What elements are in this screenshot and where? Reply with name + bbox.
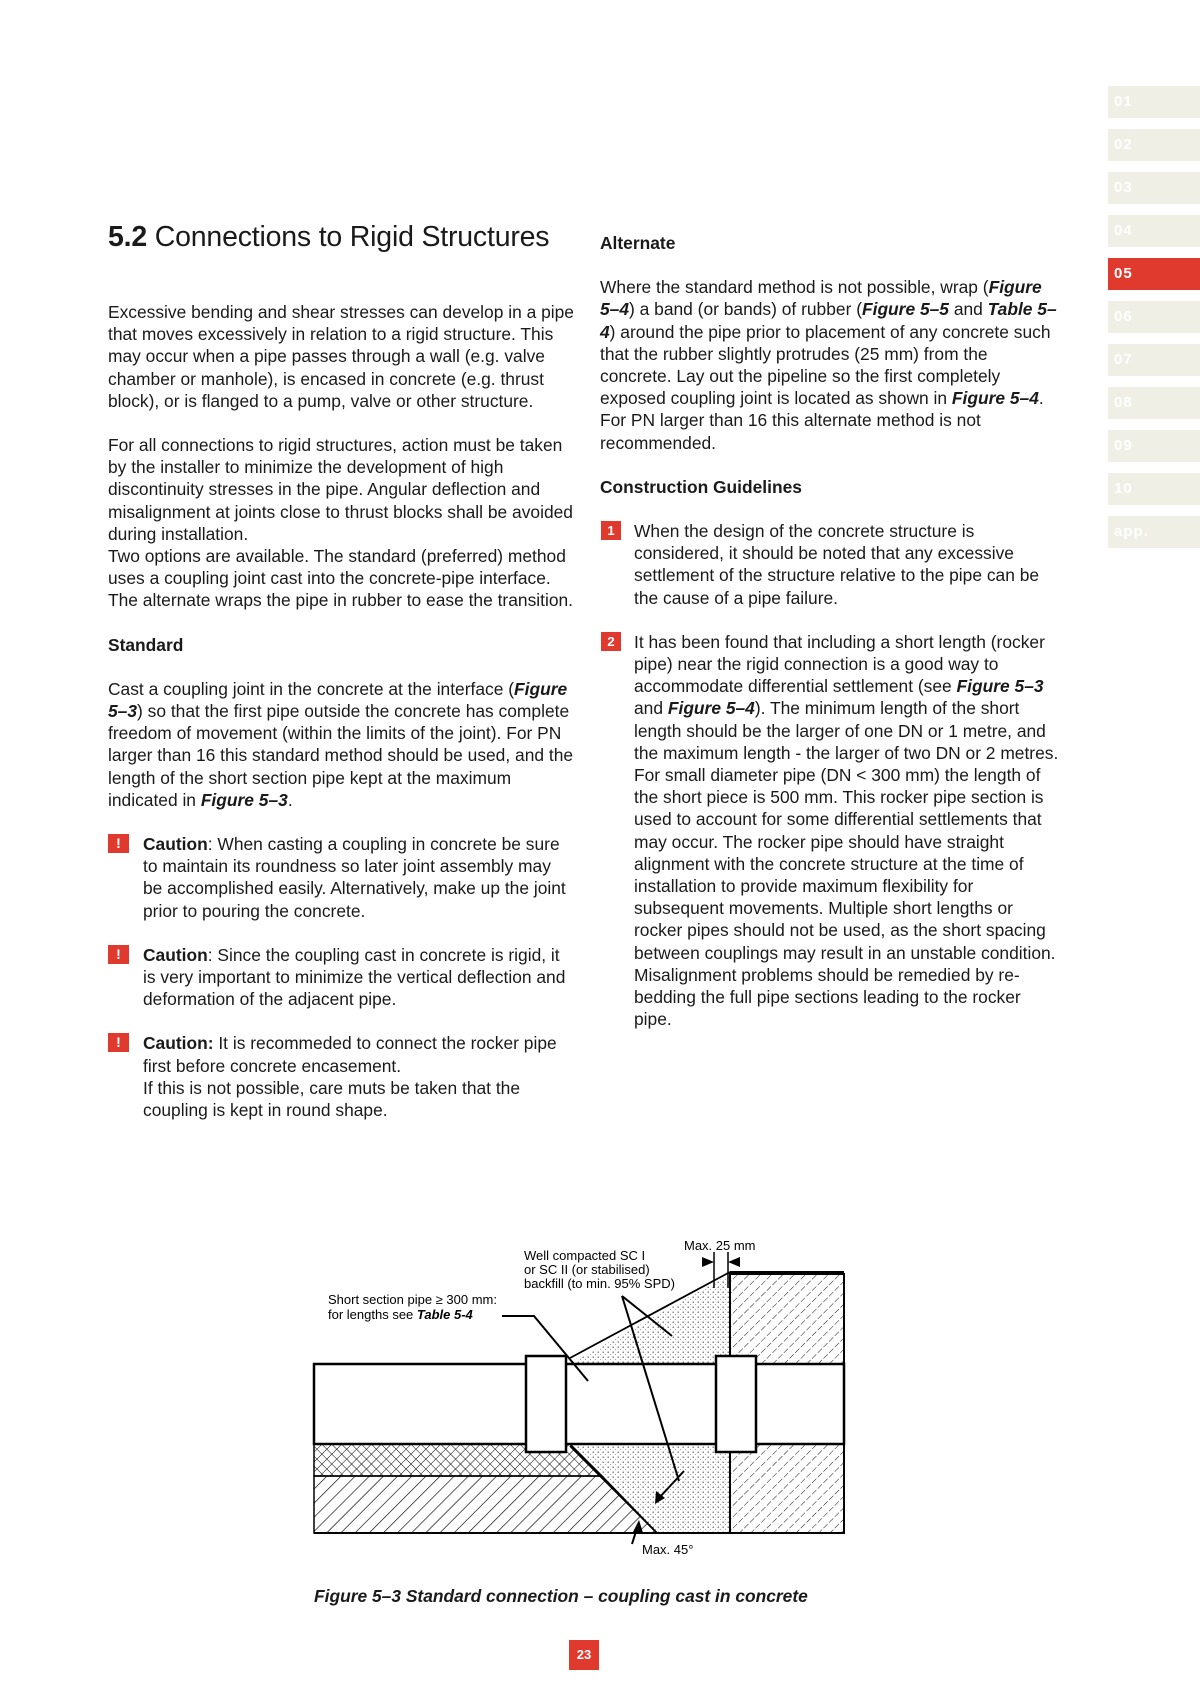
figure-link[interactable]: Figure 5–4 xyxy=(951,388,1039,409)
tab-05[interactable]: 05 xyxy=(1108,258,1200,290)
figure-link[interactable]: Figure 5–4 xyxy=(600,277,1042,320)
alternate-paragraph: Where the standard method is not possible, wrap (Figure 5–4) a band (or bands) of rubber (Figure 5–5 and Table 5–4) around the pipe prior to placement of any concrete such that the rubber slightly protrudes (25 mm) from the concrete. Lay out the pipeline so the first completely exposed coupling joint is located as shown in Figure 5–4. For PN larger than 16 this alternate method is not recommended. xyxy=(600,277,1057,453)
tab-07[interactable]: 07 xyxy=(1108,344,1200,376)
standard-paragraph: Cast a coupling joint in the concrete at the interface (Figure 5–3) so that the first pipe outside the concrete has complete freedom of movement (within the limits of the joint). For PN larger than 16 this standard method should be used, and the length of the short section pipe kept at the maximum indicated in Figure 5–3. xyxy=(108,678,574,810)
tab-04[interactable]: 04 xyxy=(1108,215,1200,247)
tab-10[interactable]: 10 xyxy=(1108,473,1200,505)
options-paragraph: For all connections to rigid structures, action must be taken by the installer to minimize the development of high discontinuity stresses in the pipe. Angular deflection and misalignment at joints close to thrust blocks shall be avoided during installation. Two options are available. The standard (preferred) method uses a coupling joint cast into the concrete-pipe interface. The alternate wraps the pipe in rubber to ease the transition. xyxy=(108,435,573,611)
intro-paragraph: Excessive bending and shear stresses can develop in a pipe that moves excessively in relation to a rigid structure. This may occur when a pipe passes through a wall (e.g. valve chamber or manhole), is encased in concrete (e.g. thrust block), or is flanged to a pump, valve or other structure. xyxy=(108,302,574,411)
foundation-layer xyxy=(314,1476,657,1533)
figure-link[interactable]: Figure 5–3 xyxy=(956,676,1044,697)
pipe xyxy=(314,1364,844,1444)
construction-guidelines-heading: Construction Guidelines xyxy=(600,476,802,497)
guideline-item: 2 It has been found that including a short length (rocker pipe) near the rigid connection is a good way to accommodate differential settlement (see Figure 5–3 and Figure 5–4). The minimum length of the short length should be the larger of one DN or 1 metre, and the maximum length - the larger of two DN or 2 metres. For small diameter pipe (DN < 300 mm) the length of the short piece is 500 mm. This rocker pipe section is used to account for some differential settlements that may occur. The rocker pipe should have straight alignment with the concrete structure at the time of installation to provide maximum flexibility for subsequent movements. Multiple short lengths or rocker pipes should not be used, as the short spacing between couplings may result in an unstable condition. Misalignment problems should be remedied by re-bedding the full pipe sections leading to the rocker pipe. xyxy=(600,631,1060,1031)
tab-03[interactable]: 03 xyxy=(1108,172,1200,204)
coupling xyxy=(716,1356,756,1452)
tab-01[interactable]: 01 xyxy=(1108,86,1200,118)
left-column xyxy=(108,220,574,1143)
caution-note: ! Caution: When casting a coupling in concrete be sure to maintain its roundness so later joint assembly may be accomplished easily. Alternatively, make up the joint prior to pouring the concrete. xyxy=(108,833,574,922)
concrete-block xyxy=(730,1274,844,1364)
figure-link[interactable]: Figure 5–4 xyxy=(667,698,755,719)
figure-link[interactable]: Figure 5–3 xyxy=(108,678,568,722)
figure-caption: Figure 5–3 Standard connection – coupling cast in concrete xyxy=(314,1586,808,1606)
label-backfill: Well compacted SC I or SC II (or stabilised) backfill (to min. 95% SPD) xyxy=(524,1248,675,1291)
chapter-tabs xyxy=(1108,86,1200,559)
tab-02[interactable]: 02 xyxy=(1108,129,1200,161)
warning-icon: ! xyxy=(108,1033,129,1052)
table-link[interactable]: Table 5–4 xyxy=(600,299,1057,342)
tab-09[interactable]: 09 xyxy=(1108,430,1200,462)
tab-app[interactable]: app. xyxy=(1108,516,1200,548)
warning-icon: ! xyxy=(108,834,129,853)
coupling xyxy=(526,1356,566,1452)
standard-heading: Standard xyxy=(108,634,184,655)
number-badge: 1 xyxy=(601,521,621,540)
guideline-item: 1 When the design of the concrete structure is considered, it should be noted that any excessive settlement of the structure relative to the pipe can be the cause of a pipe failure. xyxy=(600,520,1060,609)
section-title: 5.2 Connections to Rigid Structures xyxy=(108,221,550,253)
page-number: 23 xyxy=(569,1640,599,1670)
label-max-25: Max. 25 mm xyxy=(684,1238,756,1253)
caution-note: ! Caution: It is recommeded to connect the rocker pipe first before concrete encasement. If this is not possible, care muts be taken that the coupling is kept in round shape. xyxy=(108,1032,574,1121)
right-column xyxy=(600,232,1060,1053)
caution-note: ! Caution: Since the coupling cast in concrete is rigid, it is very important to minimize the vertical deflection and deformation of the adjacent pipe. xyxy=(108,944,574,1011)
figure-5-3-diagram xyxy=(312,1236,852,1556)
warning-icon: ! xyxy=(108,945,129,964)
tab-06[interactable]: 06 xyxy=(1108,301,1200,333)
figure-link[interactable]: Figure 5–5 xyxy=(861,299,949,320)
label-max-45: Max. 45° xyxy=(642,1542,694,1556)
tab-08[interactable]: 08 xyxy=(1108,387,1200,419)
label-short-section: Short section pipe ≥ 300 mm: for lengths see Table 5-4 xyxy=(328,1292,497,1322)
alternate-heading: Alternate xyxy=(600,233,676,253)
concrete-block xyxy=(730,1444,844,1533)
figure-link[interactable]: Figure 5–3 xyxy=(200,789,288,810)
number-badge: 2 xyxy=(601,632,621,651)
